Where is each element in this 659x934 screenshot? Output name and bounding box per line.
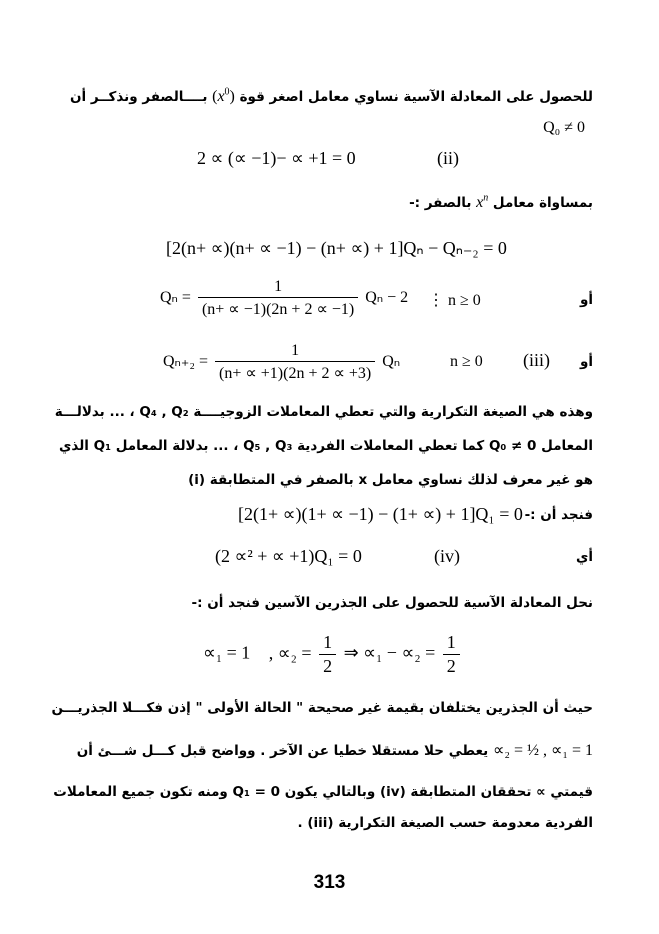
qn2-fraction-numerator: 1 <box>291 342 300 359</box>
root-2-denominator: 2 <box>319 654 336 677</box>
root-2-numerator: 1 <box>323 632 333 652</box>
or-label-1: أو <box>579 292 593 308</box>
root-difference-numerator: 1 <box>446 632 456 652</box>
root-1: ∝₁ = 1 <box>203 642 251 663</box>
solve-line: نحل المعادلة الآسية للحصول على الجذرين الآسين فنجد أن :- <box>191 595 593 611</box>
root-difference-fraction <box>443 632 460 677</box>
intro-text-a: للحصول على المعادلة الآسية نساوي معامل اصغر قوة <box>239 89 593 105</box>
q1-equation: [2(1+ ∝)(1+ ∝ −1) − (1+ ∝) + 1]Q₁ = 0 <box>238 504 523 524</box>
label-iii: (iii) <box>523 350 550 370</box>
ay-label: أي <box>575 549 593 565</box>
equation-iv: (2 ∝² + ∝ +1)Q₁ = 0 <box>215 546 362 566</box>
roots-inline: ∝₂ = ½ , ∝₁ = 1 <box>492 742 593 759</box>
we-find-label: فنجد أن :- <box>524 507 593 523</box>
qn2-condition: n ≥ 0 <box>450 353 483 370</box>
paragraph-2-line-4: الفردية معدومة حسب الصيغة التكرارية (iii) . <box>297 815 593 831</box>
paragraph-1-line-2: المعامل Q₀ ≠ 0 كما تعطي المعاملات الفردية Q₅ , Q₃ ، ... بدلالة المعامل Q₁ الذي <box>59 438 593 454</box>
paragraph-1-line-1: وهذه هي الصيغة التكرارية والتي تعطي المعاملات الزوجيــــة Q₄ , Q₂ ، ... بدلالـــة <box>54 404 593 420</box>
recurrence-equation: [2(n+ ∝)(n+ ∝ −1) − (n+ ∝) + 1]Qₙ − Qₙ₋₂ = 0 <box>166 238 507 258</box>
qn-formula <box>160 278 408 319</box>
qn-fraction-denominator: (n+ ∝ −1)(2n + 2 ∝ −1) <box>198 297 358 319</box>
x-power-n: $x^n$ <box>476 192 489 211</box>
qn-lhs: Qₙ = <box>160 289 191 307</box>
qn2-fraction <box>215 342 375 383</box>
qn-fraction-numerator: 1 <box>274 278 283 295</box>
root-2-prefix: , ∝₂ = <box>268 642 312 663</box>
paragraph-2-line-2-text: يعطي حلا مستقلا خطيا عن الآخر . وواضح قبل كـــل شـــئ أن <box>76 743 489 759</box>
qn2-formula <box>163 342 400 383</box>
paragraph-2-line-3: قيمتي ∝ تحققان المتطابقة (iv) وبالتالي يكون Q₁ = 0 ومنه تكون جميع المعاملات <box>53 784 593 800</box>
qn2-fraction-denominator: (n+ ∝ +1)(2n + 2 ∝ +3) <box>215 361 375 383</box>
equation-ii: 2 ∝ (∝ −1)− ∝ +1 = 0 <box>197 148 356 168</box>
page-number: 313 <box>313 872 346 893</box>
paragraph-1-line-3: هو غير معرف لذلك نساوي معامل x بالصفر في المتطابقة (i) <box>188 472 593 488</box>
root-2-fraction <box>319 632 336 677</box>
qn2-lhs: Qₙ₊₂ = <box>163 353 208 371</box>
root-difference-denominator: 2 <box>443 654 460 677</box>
qn-condition: ⋮ n ≥ 0 <box>428 292 481 309</box>
or-label-2: أو <box>579 354 593 370</box>
root-difference: ⇒ ∝₁ − ∝₂ = <box>343 642 436 663</box>
coefficient-line <box>409 194 593 212</box>
x-power-zero: $(x^0)$ <box>212 86 235 105</box>
paragraph-2-line-1: حيث أن الجذرين يختلفان بقيمة غير صحيحة " الحالة الأولى " إذن فكـــلا الجذريـــن <box>51 700 593 716</box>
intro-line-1 <box>70 88 593 106</box>
label-iv: (iv) <box>434 546 460 566</box>
roots-equation <box>203 632 463 677</box>
q0-condition: Q₀ ≠ 0 <box>543 119 585 136</box>
coefficient-text-a: بمساواة معامل <box>492 195 593 211</box>
qn2-rhs: Qₙ <box>382 353 401 371</box>
qn-rhs: Qₙ − 2 <box>365 289 409 307</box>
intro-text-b: بــــالصفر ونذكــر أن <box>70 89 208 105</box>
paragraph-2-line-2 <box>77 740 593 760</box>
coefficient-text-b: بالصفر :- <box>409 195 472 211</box>
qn-fraction <box>198 278 358 319</box>
label-ii: (ii) <box>437 148 459 168</box>
